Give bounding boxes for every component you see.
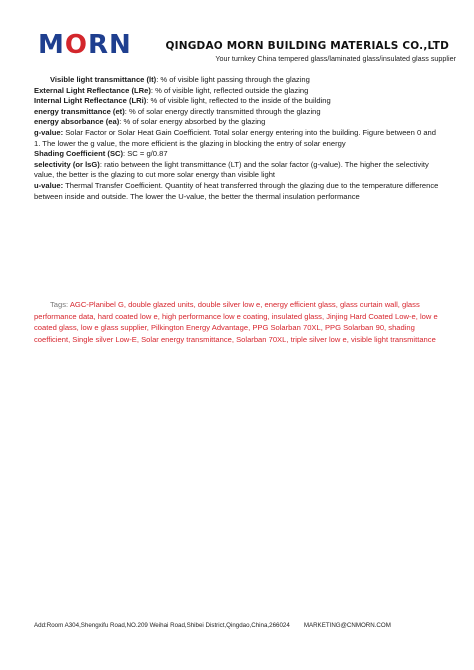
page-footer bbox=[34, 622, 454, 629]
tag-link[interactable]: high performance low e coating bbox=[161, 311, 268, 321]
tag-separator: , bbox=[248, 323, 253, 332]
company-tagline: Your turnkey China tempered glass/laminated glass/insulated glass supplier bbox=[215, 54, 456, 63]
tag-link[interactable]: shading coefficient bbox=[34, 323, 415, 344]
definition-text: : % of visible light, reflected to the inside of the building bbox=[146, 96, 331, 106]
definition-text: : % of visible light, reflected outside the glazing bbox=[150, 85, 309, 95]
tag-link[interactable]: hard coated low e bbox=[97, 311, 158, 321]
tag-separator: , bbox=[231, 334, 237, 344]
definition-term: energy transmittance (et) bbox=[34, 106, 125, 116]
definition-text: : % of visible light passing through the glazing bbox=[156, 75, 310, 84]
tag-separator: , bbox=[157, 311, 162, 321]
definition-text: Solar Factor or Solar Heat Gain Coefficient. Total solar energy entering into the building. Figure between 0 and 1. The lower the g value, the more efficient is the glazing in blocking the entry of solar energy bbox=[34, 127, 436, 148]
definition-term: g-value: bbox=[34, 127, 64, 137]
company-name: QINGDAO MORN BUILDING MATERIALS CO.,LTD bbox=[165, 40, 449, 52]
tag-link[interactable]: double glazed units bbox=[128, 300, 194, 309]
tag-link[interactable]: low e coated glass bbox=[34, 311, 438, 332]
tag-link[interactable]: energy efficient glass bbox=[264, 300, 336, 309]
definition-term: External Light Reflectance (LRe) bbox=[34, 85, 151, 95]
glossary-section bbox=[34, 75, 444, 202]
definition-term: Shading Coefficient (SC) bbox=[34, 149, 124, 159]
tag-separator: , bbox=[93, 311, 98, 321]
tag-separator: , bbox=[68, 334, 73, 344]
tag-separator: , bbox=[384, 323, 389, 332]
tag-separator: , bbox=[123, 300, 129, 309]
definition-term: u-value: bbox=[34, 180, 64, 190]
tag-separator: , bbox=[320, 323, 325, 332]
logo-o: O bbox=[64, 30, 88, 60]
tag-separator: , bbox=[415, 311, 420, 321]
address-text: Room A304,Shengxifu Road,NO.209 Weihai Road,Shibei District,Qingdao,China,266024 bbox=[46, 622, 290, 629]
tag-separator: , bbox=[136, 334, 142, 344]
tag-link[interactable]: low e glass supplier bbox=[80, 323, 147, 332]
tag-link[interactable]: glass performance data bbox=[34, 300, 420, 321]
definition-item bbox=[34, 149, 444, 160]
tags-label: Tags: bbox=[50, 300, 70, 309]
tag-list bbox=[34, 300, 438, 344]
tag-link[interactable]: Solarban 70XL bbox=[236, 334, 287, 344]
definition-item bbox=[34, 107, 444, 118]
tag-separator: , bbox=[146, 323, 151, 332]
tag-link[interactable]: Solar energy transmittance bbox=[141, 334, 232, 344]
definition-item bbox=[34, 86, 444, 97]
logo-m: M bbox=[38, 30, 65, 60]
tag-link[interactable]: Pilkington Energy Advantage bbox=[150, 323, 249, 332]
tag-link[interactable]: double silver low e bbox=[197, 300, 261, 309]
tag-link[interactable]: insulated glass bbox=[271, 311, 322, 321]
definition-item bbox=[34, 128, 444, 149]
tag-link[interactable]: Jinjing Hard Coated Low-e bbox=[326, 311, 416, 321]
tag-separator: , bbox=[286, 334, 291, 344]
tags-section bbox=[34, 299, 444, 345]
tag-link[interactable]: glass curtain wall bbox=[339, 300, 398, 309]
definition-item bbox=[34, 181, 444, 202]
tag-separator: , bbox=[260, 300, 265, 309]
tag-link[interactable]: AGC-Planibel G bbox=[69, 300, 124, 309]
tag-link[interactable]: visible light transmittance bbox=[350, 334, 436, 344]
definition-text: : % of solar energy absorbed by the glazing bbox=[119, 117, 266, 127]
tag-separator: , bbox=[346, 334, 351, 344]
definition-term: selectivity (or lsG) bbox=[34, 159, 100, 169]
definition-item bbox=[34, 75, 444, 86]
definition-term: energy absorbance (ea) bbox=[34, 117, 120, 127]
definition-term: Visible light transmittance (lt) bbox=[50, 75, 157, 84]
definition-term: Internal Light Reflectance (LRi) bbox=[34, 96, 147, 106]
logo-rn: RN bbox=[87, 30, 132, 60]
tag-link[interactable]: Single silver Low-E bbox=[72, 334, 137, 344]
tag-link[interactable]: triple silver low e bbox=[290, 334, 347, 344]
morn-logo bbox=[38, 32, 132, 58]
tag-separator: , bbox=[193, 300, 198, 309]
tag-link[interactable]: PPG Solarban 70XL bbox=[252, 323, 321, 332]
definition-text: : SC = g/0.87 bbox=[123, 149, 168, 159]
page-header bbox=[0, 0, 474, 70]
tag-separator: , bbox=[267, 311, 272, 321]
definition-item bbox=[34, 96, 444, 107]
tag-separator: , bbox=[397, 300, 403, 309]
definition-text: : ratio between the light transmittance (LT) and the solar factor (g-value). The higher the selectivity value, the better is the glazing to cut more solar energy than visible light bbox=[34, 159, 429, 180]
tag-separator: , bbox=[335, 300, 340, 309]
tag-separator: , bbox=[76, 323, 81, 332]
contact-email: MARKETING@CNMORN.COM bbox=[303, 622, 391, 629]
tag-separator: , bbox=[321, 311, 327, 321]
address-label: Add: bbox=[34, 622, 47, 629]
definition-text: Thermal Transfer Coefficient. Quantity of heat transferred through the glazing due to the temperature difference between inside and outside. The lower the U-value, the better the thermal insulation performance bbox=[34, 180, 439, 201]
definition-item bbox=[34, 160, 444, 181]
definition-text: : % of solar energy directly transmitted through the glazing bbox=[124, 106, 321, 116]
tag-link[interactable]: PPG Solarban 90 bbox=[324, 323, 385, 332]
definition-item bbox=[34, 117, 444, 128]
